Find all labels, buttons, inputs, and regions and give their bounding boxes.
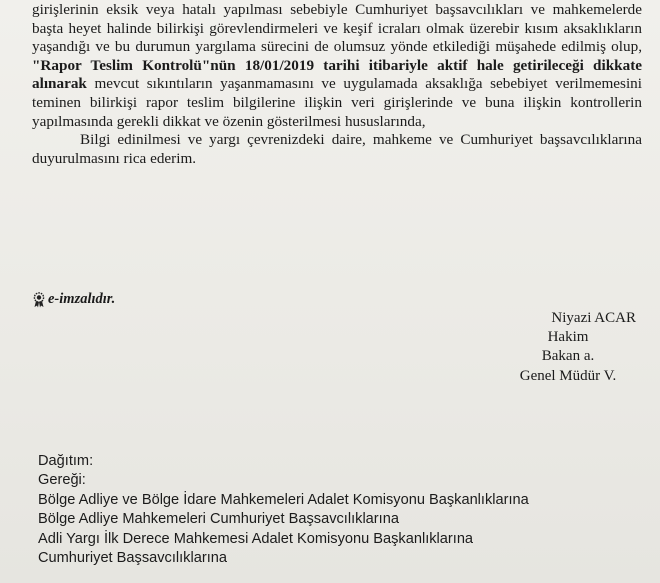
signer-block [498,309,638,386]
distribution-subheading: Gereği: [38,472,86,489]
distribution-list [38,452,529,568]
signer-name: Niyazi ACAR [551,310,636,326]
paragraph-1-part-2: mevcut sıkıntıların yaşanmamasını ve uygulamada aksaklığa sebebiyet verilmemesini teminen bilirkişi rapor teslim bilgilerine ilişkin veri girişlerinde ve buna ilişkin kontrollerin yapılmasında gerekli dikkat ve özenin gösterilmesi hususlarında, [32,75,642,130]
paragraph-2: Bilgi edinilmesi ve yargı çevrenizdeki daire, mahkeme ve Cumhuriyet başsavcılıklarına duyurulmasını rica ederim. [32,131,642,167]
signer-role-1: Bakan a. [541,348,595,365]
signer-title: Hakim [547,329,589,346]
e-signature-label: e-imzalıdır. [48,291,116,307]
signer-role-2: Genel Müdür V. [519,367,617,384]
seal-icon [32,292,46,308]
list-item: Cumhuriyet Başsavcılıklarına [38,550,227,567]
list-item: Bölge Adliye Mahkemeleri Cumhuriyet Başsavcılıklarına [38,511,399,528]
e-signature-note [32,291,115,308]
paragraph-1-bold: "Rapor Teslim Kontrolü"nün 18/01/2019 tarihi itibariyle aktif hale getirileceği dikkate alınarak [32,56,642,93]
list-item: Adli Yargı İlk Derece Mahkemesi Adalet Komisyonu Başkanlıklarına [38,530,474,547]
list-item: Bölge Adliye ve Bölge İdare Mahkemeleri Adalet Komisyonu Başkanlıklarına [38,491,529,508]
paragraph-1 [32,1,642,131]
paragraph-1-part-1: girişlerinin eksik veya hatalı yapılması sebebiyle Cumhuriyet başsavcılıkları ve mahkemelerde başta heyet halinde bilirkişi görevlendirmeleri ve keşif icraları olmak üzerebir kısım aksaklıkların yaşandığı ve bu durumun yargılama sürecini de olumsuz yönde etkilediği müşahede edilmiş olup, [32,1,642,56]
letter-body [32,1,642,168]
distribution-heading: Dağıtım: [38,453,94,469]
